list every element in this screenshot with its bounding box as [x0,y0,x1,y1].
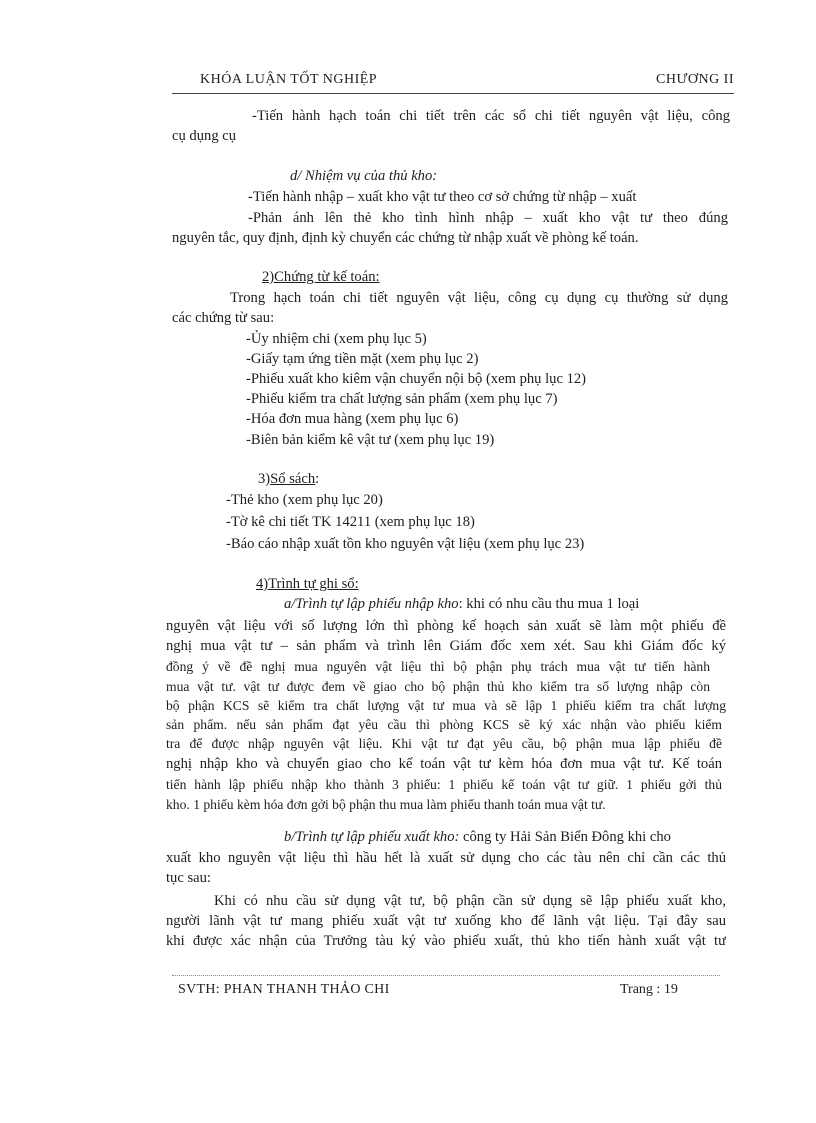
paragraph-line: -Tiến hành nhập – xuất kho vật tư theo cơ sở chứng từ nhập – xuất [248,189,637,205]
section-a-title: a/Trình tự lập phiếu nhập kho [284,596,459,612]
section-3-heading [258,470,319,488]
footer-rule [172,975,720,976]
paragraph-line: nguyên vật liệu với số lượng lớn thì phòng kế hoạch sản xuất sẽ làm một phiếu đề [166,618,726,634]
paragraph-line: nghị nhập kho và chuyển giao cho kế toán vật tư kèm hóa đơn mua vật tư. Kế toán [166,756,722,772]
paragraph-line: nguyên tắc, quy định, định kỳ chuyển các chứng từ nhập xuất về phòng kế toán. [172,230,639,246]
paragraph-line: khi được xác nhận của Trưởng tàu ký vào phiếu xuất, thủ kho tiến hành xuất vật tư [166,933,726,949]
paragraph-line: tiến hành lập phiếu nhập kho thành 3 phiếu: 1 phiếu kế toán vật tư giữ. 1 phiếu gởi thủ [166,777,722,792]
list-item: -Phiếu xuất kho kiêm vận chuyển nội bộ (xem phụ lục 12) [246,371,587,387]
page-header [172,72,734,94]
paragraph-line: người lãnh vật tư mang phiếu xuất vật tư xuống kho để lãnh vật liệu. Tại đây sau [166,913,726,929]
paragraph-line: kho. 1 phiếu kèm hóa đơn gởi bộ phận thu mua làm phiếu thanh toán mua vật tư. [166,797,606,812]
list-item: -Biên bản kiểm kê vật tư (xem phụ lục 19) [246,432,495,448]
footer-page-number: Trang : 19 [620,982,678,997]
section-3-number: 3) [258,471,271,487]
paragraph-line: -Tiến hành hạch toán chi tiết trên các sổ chi tiết nguyên vật liệu, công [252,108,730,124]
list-item: -Báo cáo nhập xuất tồn kho nguyên vật liệu (xem phụ lục 23) [226,536,585,552]
section-3-colon: : [315,471,320,487]
paragraph-line: cụ dụng cụ [172,128,237,144]
section-b-title: b/Trình tự lập phiếu xuất kho: [284,829,460,845]
paragraph-line: bộ phận KCS sẽ kiểm tra chất lượng vật tư mua và sẽ lập 1 phiếu kiểm tra chất lượng [166,698,726,713]
list-item: -Thẻ kho (xem phụ lục 20) [226,492,383,508]
paragraph-line: -Phản ánh lên thẻ kho tình hình nhập – xuất kho vật tư theo đúng [248,210,728,226]
header-rule [172,93,734,94]
section-4-heading: 4)Trình tự ghi sổ: [256,576,359,592]
paragraph-line: nghị mua vật tư – sản phẩm và trình lên Giám đốc xem xét. Sau khi Giám đốc ký [166,638,726,654]
section-b-first-line [284,828,671,846]
paragraph-line: tục sau: [166,870,211,886]
paragraph-line: xuất kho nguyên vật liệu thì hầu hết là xuất sử dụng cho các tàu nên chỉ cần các thủ [166,850,726,866]
footer-author: SVTH: PHAN THANH THẢO CHI [178,982,390,997]
list-item: -Phiếu kiểm tra chất lượng sản phẩm (xem phụ lục 7) [246,391,558,407]
header-title: KHÓA LUẬN TỐT NGHIỆP [200,72,378,87]
section-a-first-line [284,595,639,613]
paragraph-line: đồng ý về đề nghị mua nguyên vật liệu thì bộ phận phụ trách mua vật tư tiến hành [166,659,710,674]
section-2-heading: 2)Chứng từ kế toán: [262,269,380,285]
paragraph-line: Khi có nhu cầu sử dụng vật tư, bộ phận cần sử dụng sẽ lập phiếu xuất kho, [214,893,726,909]
list-item: -Giấy tạm ứng tiền mặt (xem phụ lục 2) [246,351,479,367]
paragraph-line: tra để được nhập nguyên vật liệu. Khi vật tư đạt yêu cầu, bộ phận mua lập phiếu đề [166,736,722,751]
list-item: -Hóa đơn mua hàng (xem phụ lục 6) [246,411,459,427]
section-3-title: Sổ sách [270,471,316,487]
header-chapter: CHƯƠNG II [656,72,734,87]
paragraph-line: các chứng từ sau: [172,310,275,326]
paragraph-line: sản phẩm. nếu sản phẩm đạt yêu cầu thì phòng KCS sẽ ký xác nhận vào phiếu kiểm [166,717,722,732]
paragraph-line: Trong hạch toán chi tiết nguyên vật liệu, công cụ dụng cụ thường sử dụng [230,290,728,306]
section-d-heading: d/ Nhiệm vụ của thủ kho: [290,168,438,184]
list-item: -Ủy nhiệm chi (xem phụ lục 5) [246,331,427,347]
section-a-first-text: : khi có nhu cầu thu mua 1 loại [458,596,640,612]
list-item: -Tờ kê chi tiết TK 14211 (xem phụ lục 18) [226,514,475,530]
paragraph-line: mua vật tư. vật tư được đem về giao cho bộ phận thủ kho kiểm tra số lượng nhập còn [166,679,710,694]
section-b-first-text: công ty Hải Sản Biển Đông khi cho [459,829,671,845]
